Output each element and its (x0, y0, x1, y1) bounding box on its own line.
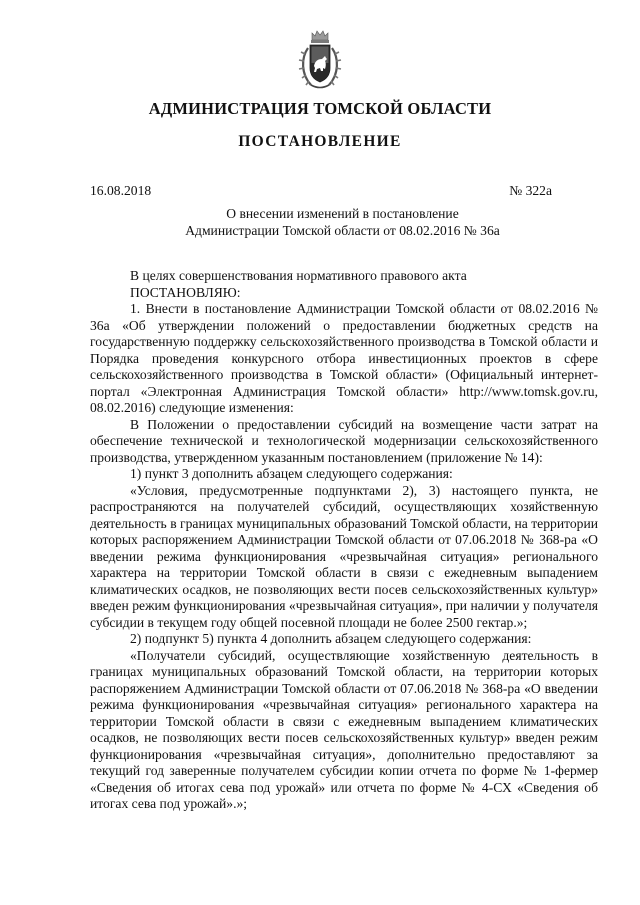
subitem-1-quote-paragraph: «Условия, предусмотренные подпунктами 2), 3) настоящего пункта, не распространяются на получателей субсидий, осуществляющих хозяйственную деятельность в границах муниципальных образований Томской области, на территории которых распоряжением Администрации Томской области от 07.06.2018 № 368-ра «О введении режима функционирования «чрезвычайная ситуация» регионального характера на территории Томской области в связи с ежедневным выпадением климатических осадков, не позволяющих вести посев сельскохозяйственных культур» введен режим функционирования «чрезвычайная ситуация», при наличии у получателя субсидии в текущем году общей посевной площади не более 2500 гектар.»; (90, 482, 598, 630)
resolve-word: ПОСТАНОВЛЯЮ: (130, 284, 241, 300)
subitem-2-quote-paragraph: «Получатели субсидий, осуществляющие хозяйственную деятельность в границах муниципальных образований Томской области, на территории которых распоряжением Администрации Томской области от 07.06.2018 № 368-ра «О введении режима функционирования «чрезвычайная ситуация» регионального характера на территории Томской области в связи с ежедневным выпадением климатических осадков, не позволяющих вести посев сельскохозяйственных культур» введен режим функционирования «чрезвычайная ситуация», дополнительно предоставляют за текущий год заверенные получателем субсидии копии отчета по форме № 1-фермер «Сведения об итогах сева под урожай» или отчета по форме № 4-СХ «Сведения об итогах сева под урожай».»; (90, 647, 598, 811)
subitem-2-paragraph: 2) подпункт 5) пункта 4 дополнить абзацем следующего содержания: (130, 631, 532, 646)
document-type-title: ПОСТАНОВЛЕНИЕ (238, 133, 402, 150)
document-subject (90, 205, 595, 239)
document-number: № 322а (509, 183, 552, 198)
subitem-1-paragraph: 1) пункт 3 дополнить абзацем следующего содержания: (130, 466, 453, 481)
preamble-paragraph: В целях совершенствования нормативного правового акта (130, 268, 467, 283)
document-date: 16.08.2018 (90, 183, 152, 198)
regulation-paragraph: В Положении о предоставлении субсидий на возмещение части затрат на обеспечение технической и технологической модернизации сельскохозяйственного производства, утвержденном указанным постановлением (приложение № 14): (90, 416, 598, 465)
organization-title: АДМИНИСТРАЦИЯ ТОМСКОЙ ОБЛАСТИ (148, 99, 492, 118)
subject-line-2: Администрации Томской области от 08.02.2016 № 36а (185, 223, 500, 238)
subject-line-1: О внесении изменений в постановление (226, 206, 459, 221)
item-1-paragraph: 1. Внести в постановление Администрации Томской области от 08.02.2016 № 36а «Об утверждении положений о предоставлении бюджетных средств на государственную поддержку сельскохозяйственного производства в Томской области и Порядка проведения конкурсного отбора инвестиционных проектов в сфере сельскохозяйственного производства в Томской области» (Официальный интернет-портал «Электронная Администрация Томской области» http://www.tomsk.gov.ru, 08.02.2016) следующие изменения: (90, 301, 598, 415)
document-body (90, 268, 598, 813)
tomsk-oblast-coat-of-arms-icon (298, 30, 342, 92)
